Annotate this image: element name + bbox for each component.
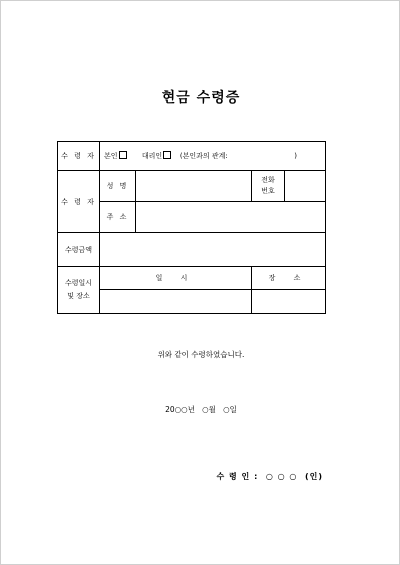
datetime-header <box>100 267 252 290</box>
datetime-place-label-line2: 및 장소 <box>67 292 90 300</box>
self-option-label: 본인 <box>104 152 118 160</box>
signer-seal: (인) <box>304 472 323 481</box>
confirmation-statement: 위와 같이 수령하였습니다. <box>157 350 245 359</box>
signer-name: ○ ○ ○ <box>265 472 298 481</box>
proxy-option-label: 대리인 <box>141 152 163 160</box>
date-year: 20○○년 <box>165 405 195 414</box>
address-field[interactable] <box>136 202 326 233</box>
recipient-type-label: 수 령 자 <box>58 142 100 171</box>
date-day: ○일 <box>223 405 237 414</box>
datetime-field[interactable] <box>100 290 252 314</box>
phone-label-line2: 번호 <box>261 187 275 195</box>
datetime-place-label <box>58 267 100 314</box>
proxy-checkbox[interactable] <box>163 151 171 159</box>
receipt-form-table <box>57 141 326 314</box>
date-line <box>1 404 400 415</box>
address-label: 주 소 <box>100 202 136 233</box>
signer-line <box>217 471 323 482</box>
recipient-type-row <box>58 142 326 171</box>
place-header <box>252 267 326 290</box>
datetime-place-header-row <box>58 267 326 290</box>
signer-label: 수 령 인 : <box>216 472 259 481</box>
datetime-header-text: 일 시 <box>155 274 196 282</box>
phone-field[interactable] <box>285 171 326 202</box>
recipient-type-options <box>100 142 326 171</box>
place-header-text: 장 소 <box>268 274 309 282</box>
name-phone-row <box>58 171 326 202</box>
phone-label <box>252 171 285 202</box>
date-month: ○월 <box>202 405 216 414</box>
amount-label: 수령금액 <box>58 233 100 267</box>
relation-close: ) <box>294 152 297 160</box>
relation-label: (본인과의 관계: <box>179 152 228 160</box>
name-label: 성 명 <box>100 171 136 202</box>
place-field[interactable] <box>252 290 326 314</box>
self-checkbox[interactable] <box>119 151 127 159</box>
datetime-place-label-line1: 수령일시 <box>64 279 93 287</box>
amount-row <box>58 233 326 267</box>
name-field[interactable] <box>136 171 252 202</box>
document-title: 현금 수령증 <box>161 90 241 106</box>
recipient-info-label: 수 령 자 <box>58 171 100 233</box>
amount-field[interactable] <box>100 233 326 267</box>
phone-label-line1: 전화 <box>261 176 275 184</box>
